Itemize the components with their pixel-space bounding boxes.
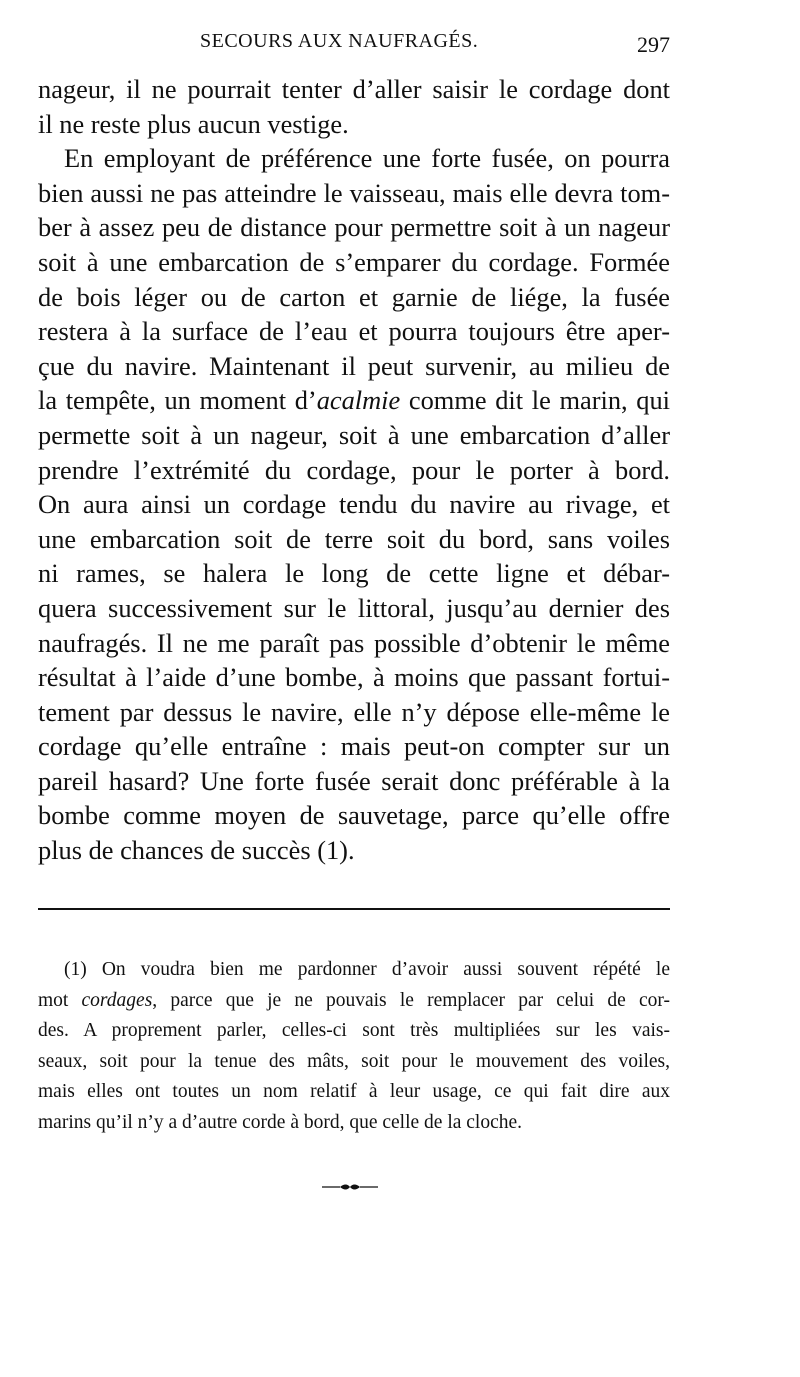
text-line: On aura ainsi un cordage tendu du navire au rivage, et [38, 489, 670, 520]
text-line [38, 383, 670, 418]
text-line: bien aussi ne pas atteindre le vaisseau, mais elle devra tom- [38, 177, 670, 208]
text-line: soit à une embarcation de s’emparer du cordage. Formée [38, 246, 670, 277]
italic-term-acalmie: acalmie [316, 385, 401, 416]
footnote [38, 955, 670, 1138]
text-line: il ne reste plus aucun vestige. [38, 108, 349, 139]
running-head: SECOURS AUX NAUFRAGÉS. [200, 30, 479, 52]
text-line: plus de chances de succès (1). [38, 835, 355, 866]
text-segment: mot [38, 989, 82, 1011]
text-line: ber à assez peu de distance pour permettre soit à un nageur [38, 212, 670, 243]
end-ornament [322, 1181, 378, 1193]
footnote-line: des. A proprement parler, celles-ci sont très multipliées sur les vais- [38, 1020, 670, 1041]
text-line: En employant de préférence une forte fusée, on pourra [64, 143, 670, 174]
footnote-line: marins qu’il n’y a d’autre corde à bord, que celle de la cloche. [38, 1111, 523, 1133]
text-line: de bois léger ou de carton et garnie de liége, la fusée [38, 281, 670, 312]
text-line: tement par dessus le navire, elle n’y dépose elle-même le [38, 696, 670, 727]
footnote-line [38, 986, 670, 1017]
text-line: naufragés. Il ne me paraît pas possible d’obtenir le même [38, 627, 670, 658]
page-number: 297 [637, 32, 670, 57]
text-line: çue du navire. Maintenant il peut survenir, au milieu de [38, 350, 670, 381]
footnote-line: seaux, soit pour la tenue des mâts, soit pour le mouvement des voiles, [38, 1050, 670, 1072]
text-line: restera à la surface de l’eau et pourra toujours être aper- [38, 316, 670, 347]
text-line: prendre l’extrémité du cordage, pour le porter à bord. [38, 454, 670, 485]
text-segment: , parce que je ne pouvais le remplacer par celui de cor- [152, 989, 670, 1011]
text-line: bombe comme moyen de sauvetage, parce qu’elle offre [38, 800, 670, 831]
footnote-line: (1) On voudra bien me pardonner d’avoir aussi souvent répété le [64, 959, 670, 980]
page-header [38, 28, 670, 68]
text-line: ni rames, se halera le long de cette ligne et débar- [38, 558, 670, 589]
text-segment: comme dit le marin, qui [400, 385, 670, 416]
text-line: quera successivement sur le littoral, jusqu’au dernier des [38, 592, 670, 623]
main-text [38, 72, 670, 868]
italic-term-cordages: cordages [81, 989, 153, 1011]
text-line: cordage qu’elle entraîne : mais peut-on compter sur un [38, 731, 670, 762]
text-line: une embarcation soit de terre soit du bord, sans voiles [38, 523, 670, 554]
footnote-separator [38, 908, 670, 910]
text-line: résultat à l’aide d’une bombe, à moins que passant fortui- [38, 662, 670, 693]
text-segment: la tempête, un moment d’ [38, 385, 317, 416]
text-line: nageur, il ne pourrait tenter d’aller saisir le cordage dont [38, 74, 670, 104]
text-line: permette soit à un nageur, soit à une embarcation d’aller [38, 419, 670, 450]
footnote-line: mais elles ont toutes un nom relatif à leur usage, ce qui fait dire aux [38, 1081, 670, 1102]
text-line: pareil hasard? Une forte fusée serait donc préférable à la [38, 765, 670, 796]
